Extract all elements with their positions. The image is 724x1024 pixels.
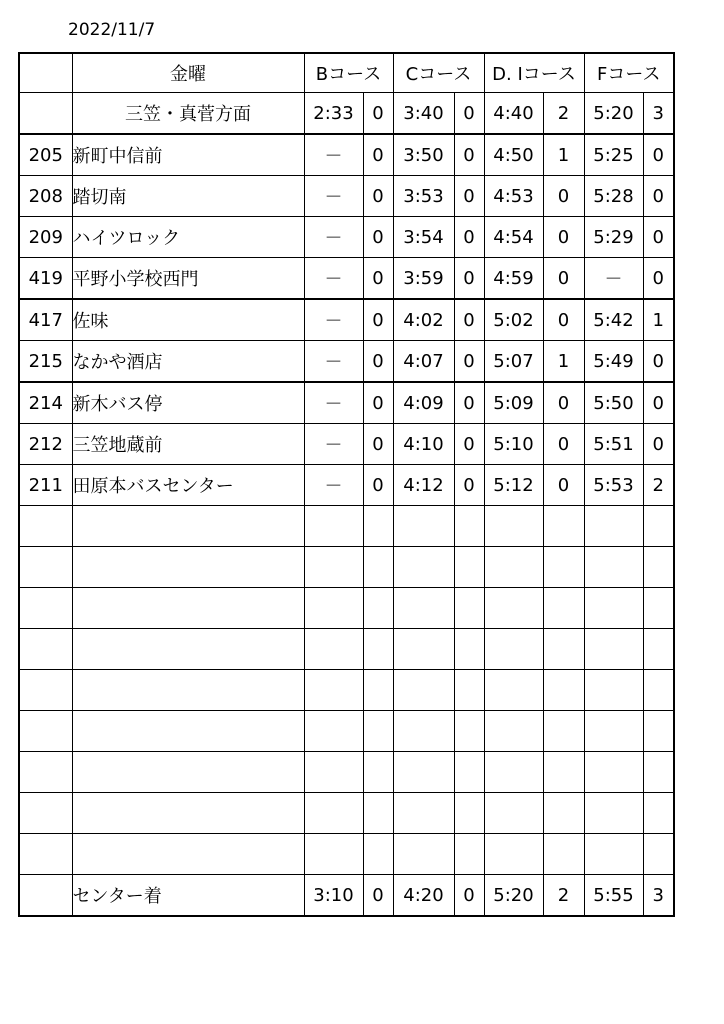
count-cell: 0: [643, 382, 674, 424]
time-cell: [484, 547, 543, 588]
stop-name: ハイツロック: [72, 217, 304, 258]
count-cell: [643, 547, 674, 588]
count-cell: [543, 588, 584, 629]
empty-row: [19, 752, 674, 793]
stop-name: [72, 547, 304, 588]
time-cell: 4:12: [393, 465, 454, 506]
count-cell: 0: [454, 875, 484, 917]
count-cell: [454, 588, 484, 629]
time-cell: 3:40: [393, 93, 454, 135]
time-cell: 4:54: [484, 217, 543, 258]
count-cell: [454, 752, 484, 793]
count-cell: 0: [363, 134, 393, 176]
time-cell: [393, 752, 454, 793]
time-cell: 5:09: [484, 382, 543, 424]
time-cell: 5:53: [584, 465, 643, 506]
table-row: [19, 217, 674, 258]
stop-number: [19, 670, 72, 711]
count-cell: 0: [454, 93, 484, 135]
count-cell: [454, 793, 484, 834]
count-cell: 1: [543, 341, 584, 383]
count-cell: 0: [543, 424, 584, 465]
time-cell: 5:12: [484, 465, 543, 506]
time-cell: 2:33: [304, 93, 363, 135]
count-cell: 0: [643, 424, 674, 465]
stop-number: 419: [19, 258, 72, 300]
count-cell: [454, 834, 484, 875]
stop-number: [19, 506, 72, 547]
document-date: 2022/11/7: [68, 20, 156, 40]
time-cell: [584, 793, 643, 834]
count-cell: [643, 711, 674, 752]
stop-name: 佐味: [72, 299, 304, 341]
stop-number: 211: [19, 465, 72, 506]
stop-name: なかや酒店: [72, 341, 304, 383]
time-cell: [393, 670, 454, 711]
stop-name: [72, 506, 304, 547]
time-cell: [304, 670, 363, 711]
day-header: 金曜: [72, 53, 304, 93]
count-cell: 0: [643, 341, 674, 383]
count-cell: 0: [543, 299, 584, 341]
time-cell: 4:53: [484, 176, 543, 217]
time-cell: [393, 547, 454, 588]
count-cell: [363, 506, 393, 547]
time-cell: [304, 629, 363, 670]
stop-number: [19, 793, 72, 834]
count-cell: 0: [543, 258, 584, 300]
count-cell: [454, 547, 484, 588]
time-cell: [304, 547, 363, 588]
time-cell: [584, 670, 643, 711]
count-cell: 0: [363, 258, 393, 300]
time-cell: 3:50: [393, 134, 454, 176]
time-cell: －: [304, 299, 363, 341]
time-cell: [584, 506, 643, 547]
count-cell: [643, 834, 674, 875]
count-cell: [454, 629, 484, 670]
time-cell: －: [304, 382, 363, 424]
count-cell: 0: [363, 465, 393, 506]
count-cell: [543, 793, 584, 834]
time-cell: [393, 506, 454, 547]
stop-name: 踏切南: [72, 176, 304, 217]
empty-row: [19, 711, 674, 752]
departure-row: [19, 93, 674, 135]
stop-number: [19, 547, 72, 588]
count-cell: [543, 711, 584, 752]
stop-name: 新木バス停: [72, 382, 304, 424]
time-cell: [584, 547, 643, 588]
time-cell: 5:28: [584, 176, 643, 217]
count-cell: 0: [543, 465, 584, 506]
count-cell: 0: [363, 176, 393, 217]
table-row: [19, 258, 674, 300]
course-b-header: Bコース: [304, 53, 393, 93]
count-cell: 3: [643, 93, 674, 135]
count-cell: [543, 670, 584, 711]
time-cell: 3:10: [304, 875, 363, 917]
table-row: [19, 176, 674, 217]
stop-number: 417: [19, 299, 72, 341]
count-cell: [363, 588, 393, 629]
count-cell: 0: [454, 382, 484, 424]
time-cell: 5:20: [584, 93, 643, 135]
stop-name: 平野小学校西門: [72, 258, 304, 300]
time-cell: [393, 588, 454, 629]
count-cell: [454, 506, 484, 547]
time-cell: [304, 752, 363, 793]
time-cell: 5:20: [484, 875, 543, 917]
stop-name: [72, 834, 304, 875]
empty-row: [19, 506, 674, 547]
stop-name: 田原本バスセンター: [72, 465, 304, 506]
time-cell: －: [584, 258, 643, 300]
stop-number: [19, 711, 72, 752]
time-cell: [304, 588, 363, 629]
table-row: [19, 134, 674, 176]
count-cell: [643, 629, 674, 670]
stop-number: 209: [19, 217, 72, 258]
count-cell: [543, 752, 584, 793]
time-cell: －: [304, 258, 363, 300]
stop-number: 205: [19, 134, 72, 176]
count-cell: 0: [363, 875, 393, 917]
count-cell: 0: [543, 176, 584, 217]
time-cell: 5:42: [584, 299, 643, 341]
table-row: [19, 341, 674, 383]
stop-number: [19, 875, 72, 917]
count-cell: [363, 793, 393, 834]
time-cell: 4:20: [393, 875, 454, 917]
count-cell: [363, 547, 393, 588]
count-cell: 0: [363, 93, 393, 135]
count-cell: 2: [643, 465, 674, 506]
time-cell: [484, 629, 543, 670]
count-cell: 1: [543, 134, 584, 176]
time-cell: [393, 834, 454, 875]
empty-row: [19, 834, 674, 875]
time-cell: [393, 711, 454, 752]
time-cell: [484, 793, 543, 834]
count-cell: 0: [454, 134, 484, 176]
empty-row: [19, 670, 674, 711]
time-cell: －: [304, 176, 363, 217]
time-cell: 4:02: [393, 299, 454, 341]
table-row: [19, 299, 674, 341]
time-cell: －: [304, 465, 363, 506]
time-cell: 4:09: [393, 382, 454, 424]
count-cell: 0: [363, 382, 393, 424]
time-cell: [304, 506, 363, 547]
count-cell: 1: [643, 299, 674, 341]
count-cell: [643, 588, 674, 629]
arrival-row: [19, 875, 674, 917]
stop-number: 212: [19, 424, 72, 465]
count-cell: 0: [454, 341, 484, 383]
count-cell: [543, 834, 584, 875]
count-cell: [363, 834, 393, 875]
time-cell: 5:55: [584, 875, 643, 917]
time-cell: [484, 834, 543, 875]
time-cell: [584, 629, 643, 670]
stop-number: [19, 93, 72, 135]
count-cell: 0: [363, 341, 393, 383]
time-cell: [484, 752, 543, 793]
stop-number: 215: [19, 341, 72, 383]
count-cell: 0: [543, 217, 584, 258]
stop-name: [72, 752, 304, 793]
stop-name: センター着: [72, 875, 304, 917]
time-cell: [484, 588, 543, 629]
stop-number: 214: [19, 382, 72, 424]
count-cell: [643, 670, 674, 711]
stop-name: 新町中信前: [72, 134, 304, 176]
count-cell: 0: [643, 258, 674, 300]
time-cell: [304, 834, 363, 875]
number-header-cell: [19, 53, 72, 93]
time-cell: 5:07: [484, 341, 543, 383]
stop-name: [72, 793, 304, 834]
empty-row: [19, 793, 674, 834]
time-cell: －: [304, 424, 363, 465]
stop-name: [72, 588, 304, 629]
time-cell: [584, 711, 643, 752]
stop-name: [72, 711, 304, 752]
time-cell: [304, 711, 363, 752]
stop-name: 三笠地蔵前: [72, 424, 304, 465]
count-cell: [643, 506, 674, 547]
time-cell: 5:49: [584, 341, 643, 383]
time-cell: [484, 670, 543, 711]
empty-row: [19, 629, 674, 670]
count-cell: 0: [363, 299, 393, 341]
count-cell: [643, 752, 674, 793]
count-cell: 0: [363, 217, 393, 258]
table-row: [19, 465, 674, 506]
count-cell: 0: [643, 176, 674, 217]
count-cell: 2: [543, 875, 584, 917]
count-cell: 0: [454, 424, 484, 465]
count-cell: [454, 711, 484, 752]
time-cell: [393, 629, 454, 670]
table-row: [19, 424, 674, 465]
time-cell: 5:10: [484, 424, 543, 465]
count-cell: [643, 793, 674, 834]
header-row: [19, 53, 674, 93]
course-f-header: Fコース: [584, 53, 674, 93]
count-cell: [363, 629, 393, 670]
count-cell: [543, 506, 584, 547]
time-cell: 5:25: [584, 134, 643, 176]
count-cell: 0: [454, 465, 484, 506]
time-cell: [304, 793, 363, 834]
count-cell: [363, 752, 393, 793]
time-cell: －: [304, 134, 363, 176]
stop-name: [72, 670, 304, 711]
time-cell: 5:02: [484, 299, 543, 341]
count-cell: 0: [543, 382, 584, 424]
count-cell: 0: [643, 217, 674, 258]
time-cell: 5:50: [584, 382, 643, 424]
time-cell: [484, 711, 543, 752]
time-cell: －: [304, 217, 363, 258]
time-cell: 4:07: [393, 341, 454, 383]
time-cell: [484, 506, 543, 547]
count-cell: [543, 629, 584, 670]
time-cell: 4:59: [484, 258, 543, 300]
time-cell: 5:51: [584, 424, 643, 465]
bus-schedule-table: [18, 52, 675, 917]
count-cell: 0: [454, 176, 484, 217]
course-c-header: Cコース: [393, 53, 484, 93]
time-cell: －: [304, 341, 363, 383]
count-cell: [363, 711, 393, 752]
count-cell: 0: [454, 258, 484, 300]
time-cell: 3:54: [393, 217, 454, 258]
time-cell: [584, 588, 643, 629]
count-cell: 2: [543, 93, 584, 135]
stop-number: [19, 752, 72, 793]
time-cell: 4:50: [484, 134, 543, 176]
count-cell: [363, 670, 393, 711]
count-cell: 0: [454, 299, 484, 341]
table-row: [19, 382, 674, 424]
stop-name: [72, 629, 304, 670]
count-cell: [543, 547, 584, 588]
count-cell: 0: [454, 217, 484, 258]
count-cell: 3: [643, 875, 674, 917]
course-di-header: D. Iコース: [484, 53, 584, 93]
time-cell: [584, 834, 643, 875]
stop-number: 208: [19, 176, 72, 217]
time-cell: 4:40: [484, 93, 543, 135]
stop-number: [19, 629, 72, 670]
time-cell: 3:59: [393, 258, 454, 300]
time-cell: 5:29: [584, 217, 643, 258]
stop-number: [19, 588, 72, 629]
empty-row: [19, 588, 674, 629]
time-cell: [584, 752, 643, 793]
stop-name: 三笠・真菅方面: [72, 93, 304, 135]
count-cell: 0: [363, 424, 393, 465]
count-cell: 0: [643, 134, 674, 176]
stop-number: [19, 834, 72, 875]
time-cell: [393, 793, 454, 834]
count-cell: [454, 670, 484, 711]
empty-row: [19, 547, 674, 588]
time-cell: 3:53: [393, 176, 454, 217]
time-cell: 4:10: [393, 424, 454, 465]
